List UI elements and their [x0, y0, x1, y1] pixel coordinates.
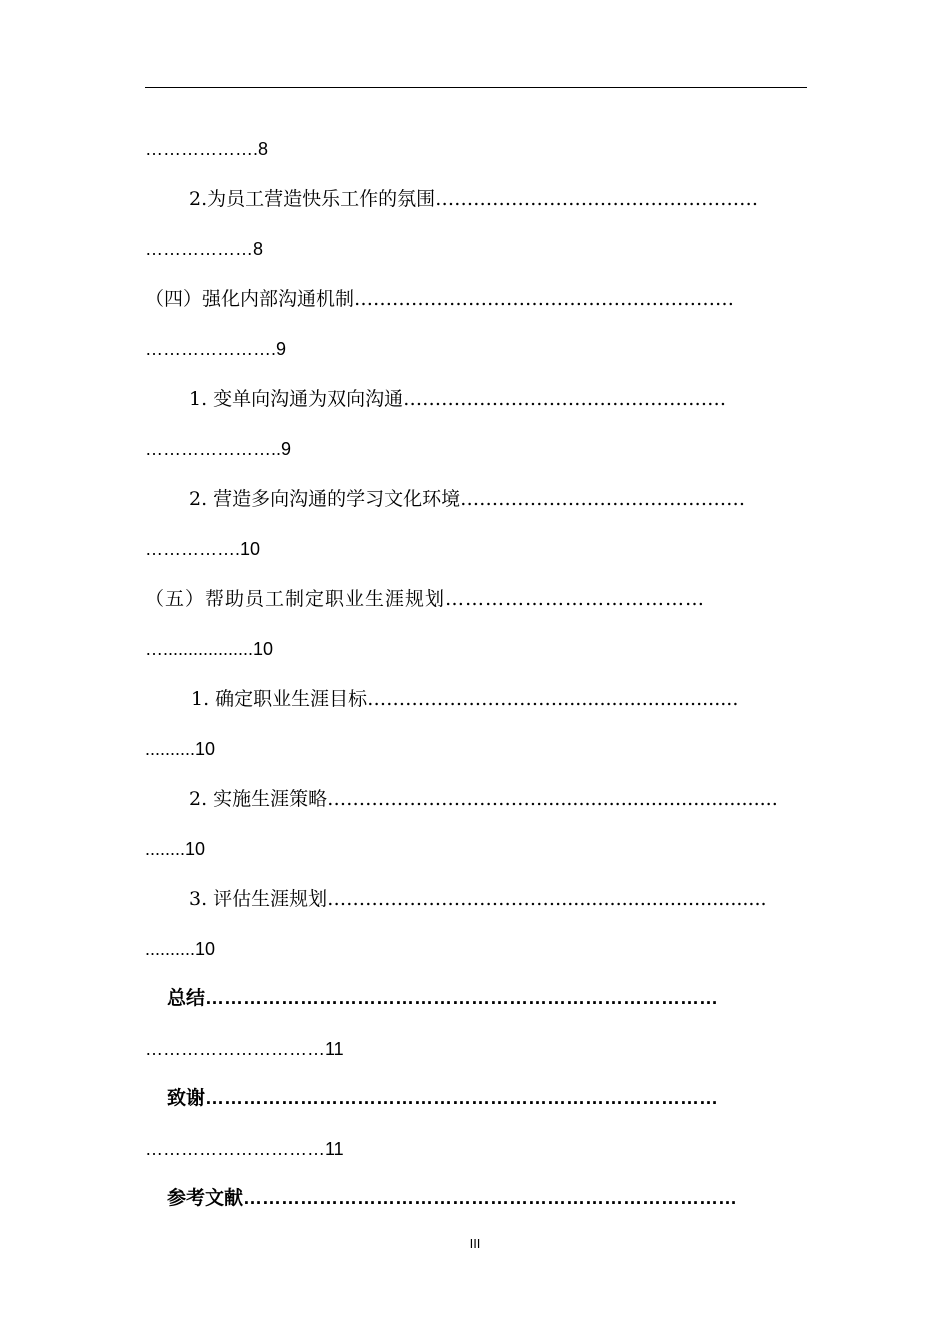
- toc-line-continuation: …………………………11: [145, 1139, 344, 1159]
- toc-line-continuation: …………………..9: [145, 439, 292, 459]
- toc-item-career-strategy[interactable]: 2. 实施生涯策略……………………………........................................: [189, 788, 778, 810]
- toc-line-continuation: …………………………11: [145, 1039, 344, 1059]
- header-rule: [145, 87, 807, 88]
- toc-line-continuation: ………………8: [145, 239, 264, 259]
- toc-item-internal-communication[interactable]: （四）强化内部沟通机制……………………………………………………: [145, 288, 735, 310]
- toc-line-continuation: ..........10: [145, 739, 216, 759]
- toc-item-career-evaluation[interactable]: 3. 评估生涯规划………………………………...................................: [189, 888, 767, 910]
- toc-line-continuation: …..................10: [145, 639, 274, 659]
- toc-item-learning-culture[interactable]: 2. 营造多向沟通的学习文化环境………………………………………: [189, 488, 746, 510]
- toc-item-acknowledgements[interactable]: 致谢………………………………………………………………………: [167, 1088, 719, 1109]
- toc-item-career-goals[interactable]: 1. 确定职业生涯目标…………………………..............................: [191, 688, 739, 710]
- toc-line-continuation: ……………….8: [145, 139, 269, 159]
- toc-item-happy-atmosphere[interactable]: 2.为员工营造快乐工作的氛围……………………………………………: [189, 188, 759, 210]
- toc-item-two-way-communication[interactable]: 1. 变单向沟通为双向沟通……………………………………………: [189, 388, 727, 410]
- toc-line-continuation: ..........10: [145, 939, 216, 959]
- toc-line-continuation: ………………….9: [145, 339, 287, 359]
- page-number: III: [469, 1236, 481, 1251]
- toc-item-references[interactable]: 参考文献……………………………………………………………………: [167, 1188, 738, 1209]
- toc-item-career-planning[interactable]: （五）帮助员工制定职业生涯规划…………………………………: [145, 588, 706, 610]
- toc-item-summary[interactable]: 总结………………………………………………………………………: [167, 988, 719, 1009]
- toc-line-continuation: ........10: [145, 839, 206, 859]
- toc-line-continuation: …………….10: [145, 539, 261, 559]
